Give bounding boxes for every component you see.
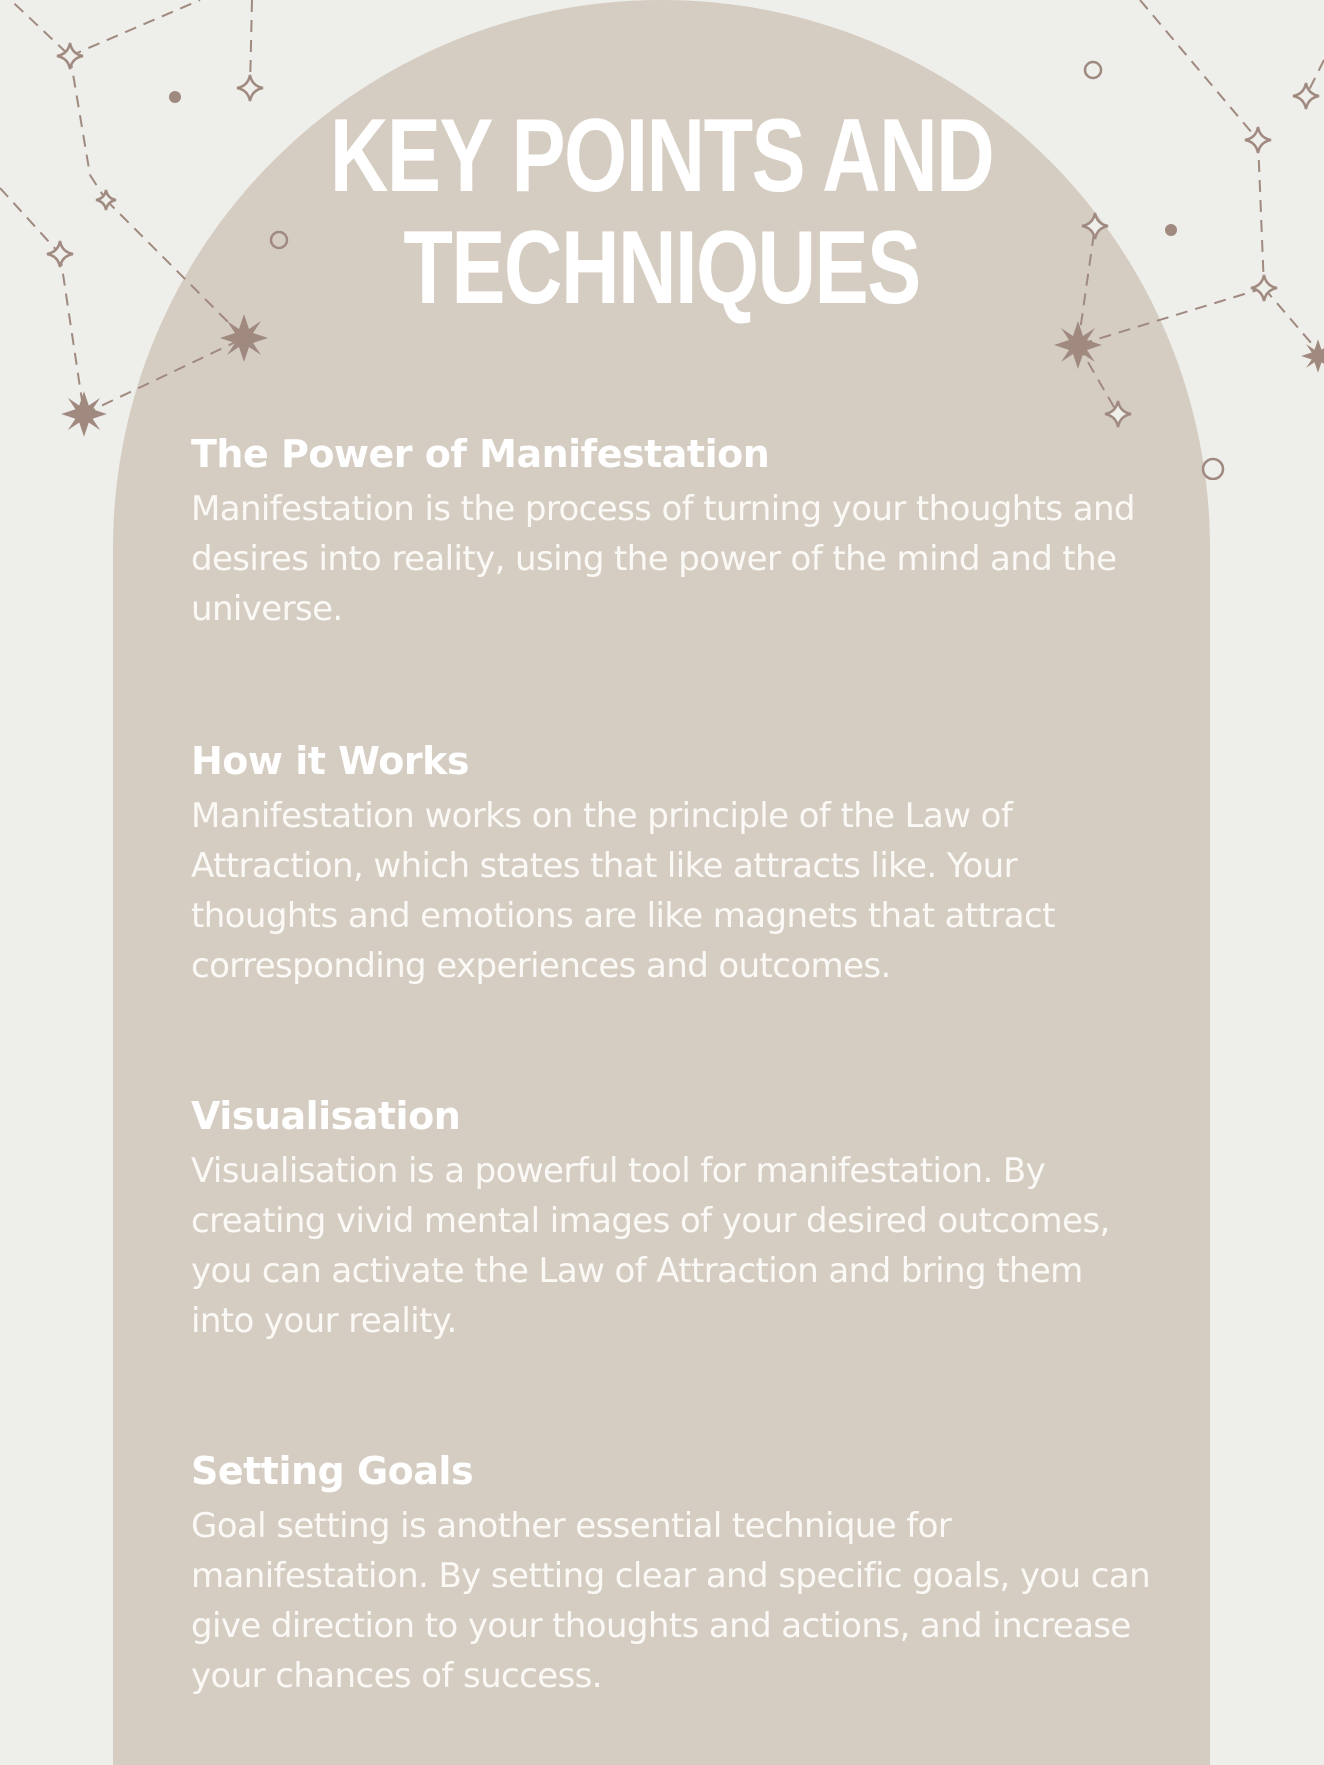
section-heading: Setting Goals bbox=[191, 1449, 474, 1493]
section-heading: How it Works bbox=[191, 739, 469, 783]
title-line-1: KEY POINTS AND bbox=[329, 98, 994, 214]
section-setting-goals bbox=[191, 1447, 1151, 1701]
section-body: Manifestation is the process of turning your thoughts and desires into reality, using the power of the mind and the universe. bbox=[191, 489, 1135, 629]
section-power-of-manifestation bbox=[191, 430, 1151, 634]
page-title bbox=[234, 100, 1090, 324]
title-line-2: TECHNIQUES bbox=[403, 210, 920, 326]
section-body: Visualisation is a powerful tool for manifestation. By creating vivid mental images of your desired outcomes, you can activate the Law of Attraction and bring them into your reality. bbox=[191, 1151, 1110, 1341]
section-body: Goal setting is another essential technique for manifestation. By setting clear and specific goals, you can give direction to your thoughts and actions, and increase your chances of success. bbox=[191, 1506, 1151, 1696]
section-how-it-works bbox=[191, 737, 1151, 991]
section-heading: The Power of Manifestation bbox=[191, 432, 770, 476]
section-heading: Visualisation bbox=[191, 1094, 461, 1138]
section-body: Manifestation works on the principle of the Law of Attraction, which states that like attracts like. Your thoughts and emotions are like magnets that attract corresponding experiences and outcomes. bbox=[191, 796, 1055, 986]
section-visualisation bbox=[191, 1092, 1151, 1346]
